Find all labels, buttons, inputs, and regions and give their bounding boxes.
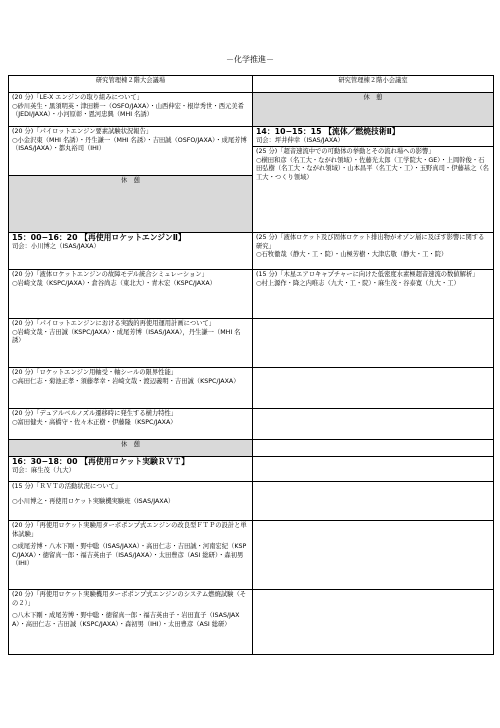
session-chair: 司会：坪井伸幸（ISAS/JAXA）: [256, 136, 344, 144]
break-cell: 休 憩: [9, 176, 253, 233]
talk-authors: ○高田仁志・菊池正孝・須藤孝幸・岩崎文哉・渡辺義明・吉田誠（KSPC/JAXA）: [12, 377, 240, 385]
talk-authors: ○富田健夫・高橋守・佐々木正樹・伊藤隆（KSPC/JAXA）: [12, 418, 177, 426]
talk-authors: ○横田和彦（名工大・ながれ領域）・佐藤光太郎（工学院大・GE）・上岡幹俊・石田弘樹（名工大・ながれ領域）・山本昌平（名工大・工）・玉野真司・伊藤基之（名工大・つくり領域）: [256, 156, 489, 181]
talk-authors: ○小川博之・再使用ロケット実験機実験班（ISAS/JAXA）: [12, 497, 175, 505]
empty-cell: [253, 409, 494, 440]
session-cell: [9, 233, 253, 270]
talk-authors: ○砂川英生・黒須明英・津田耕一（OSFO/JAXA）・山西伸宏・根岸秀世・西元美希（JEDI/JAXA）・小河原彰・恩河忠興（MHI 名誘）: [12, 102, 244, 119]
talk-title: (20 分)「液体ロケットエンジンの故障モデル統合シミュレーション」: [12, 271, 208, 278]
talk-authors: ○石牧徹哉（静大・工・院）・山極芳樹・大津広敬（静大・工・院）: [256, 251, 448, 259]
session-cell: [253, 127, 494, 147]
session-chair: 司会：小川博之（ISAS/JAXA）: [12, 242, 100, 250]
talk-authors: ○八木下剛・成尾芳博・野中聡・徳留真一郎・福吉英由子・岩田直子（ISAS/JAXA）・高田仁志・吉田誠（KSPC/JAXA）・森初男（IHI）・太田豊彦（ASI 総研）: [12, 612, 240, 628]
session-title: 14：10−15：15 【流体／燃焼技術Ⅱ】: [256, 127, 400, 136]
table-cell: [253, 270, 494, 319]
talk-title: (15 分)「ＲＶＴの活動状況について」: [12, 483, 122, 490]
talk-title: (20 分)「再使用ロケット実験用ターボポンプ式エンジンの改良型ＦＴＰの設計と単体試験」: [12, 522, 247, 538]
talk-title: (25 分)「超音速流中での可動体の挙動とその流れ場への影響」: [256, 148, 435, 156]
table-cell: [9, 409, 253, 440]
table-cell: [9, 590, 253, 655]
empty-cell: [253, 457, 494, 482]
table-cell: [9, 127, 253, 176]
empty-cell: [253, 368, 494, 409]
empty-cell: [253, 590, 494, 655]
session-chair: 司会：麻生茂（九大）: [12, 466, 75, 474]
empty-cell: [253, 521, 494, 590]
table-cell: [253, 233, 494, 270]
session-title: 15：00−16：20 【再使用ロケットエンジンⅡ】: [12, 233, 186, 242]
program-table: [8, 75, 494, 655]
empty-cell: [253, 482, 494, 521]
session-cell: [9, 457, 253, 482]
talk-title: (15 分)「木星エアロキャプチャーに向けた低密度水素極超音速流の数値解析」: [256, 271, 479, 278]
talk-authors: ○岩崎文哉・吉田誠（KSPC/JAXA）・成尾芳博（ISAS/JAXA），丹生謙一（MHI 名誘）: [12, 328, 241, 345]
break-cell: 休 憩: [9, 440, 253, 457]
break-cell: 休 憩: [253, 93, 494, 127]
page-header: －化学推進－: [226, 55, 274, 64]
table-cell: [9, 270, 253, 319]
empty-cell: [253, 440, 494, 457]
table-cell: [9, 521, 253, 590]
table-cell: [9, 93, 253, 127]
table-cell: [9, 482, 253, 521]
table-cell: [9, 319, 253, 368]
talk-title: (20 分)「LE-X エンジンの取り組みについて」: [12, 94, 143, 101]
talk-title: (20 分)「デュアルベルノズル遷移時に発生する横力特性」: [12, 410, 178, 417]
table-cell: [9, 368, 253, 409]
empty-cell: [253, 319, 494, 368]
talk-authors: ○成尾芳博・八木下剛・野中聡（ISAS/JAXA）・高田仁志・吉田誠・河南宏紀（KSPC/JAXA）・徳留真一郎・福吉英由子（ISAS/JAXA）・太田豊彦（ASI 総研）・森初男（IHI）: [12, 543, 247, 568]
talk-authors: ○村上源作・降之内唯志（九大・工・院）・麻生茂・谷泰寛（九大・工）: [256, 279, 460, 287]
room-header-row: [9, 76, 494, 93]
talk-authors: ○岩崎文哉（KSPC/JAXA）・倉谷尚志（東北大）・青木宏（KSPC/JAXA）: [12, 279, 216, 287]
talk-title: (25 分)「液体ロケット及び固体ロケット排出物がオゾン層に及ぼす影響に関する研究」: [256, 234, 485, 250]
room-right: 研究管理棟２階小会議室: [253, 76, 494, 93]
talk-authors: ○小金沢東（MHI 名誘）・丹生謙一（MHI 名誘）・吉田誠（OSFO/JAXA）・成尾芳博（ISAS/JAXA）・都丸裕司（IHI）: [12, 136, 247, 153]
room-left: 研究管理棟２階大会議場: [9, 76, 253, 93]
session-title: 16：30−18：00 【再使用ロケット実験ＲＶＴ】: [12, 457, 190, 466]
talk-title: (20 分)「パイロットエンジンにおける実践的再使用運用計画について」: [12, 320, 216, 327]
talk-title: (20 分)「パイロットエンジン要素試験状況報告」: [12, 128, 153, 135]
talk-title: (20 分)「再使用ロケット実験機用ターボポンプ式エンジンのシステム燃焼試験（その２）」: [12, 591, 247, 607]
talk-title: (20 分)「ロケットエンジン用軸受・軸シールの限界性能」: [12, 369, 178, 376]
table-cell: [253, 147, 494, 233]
